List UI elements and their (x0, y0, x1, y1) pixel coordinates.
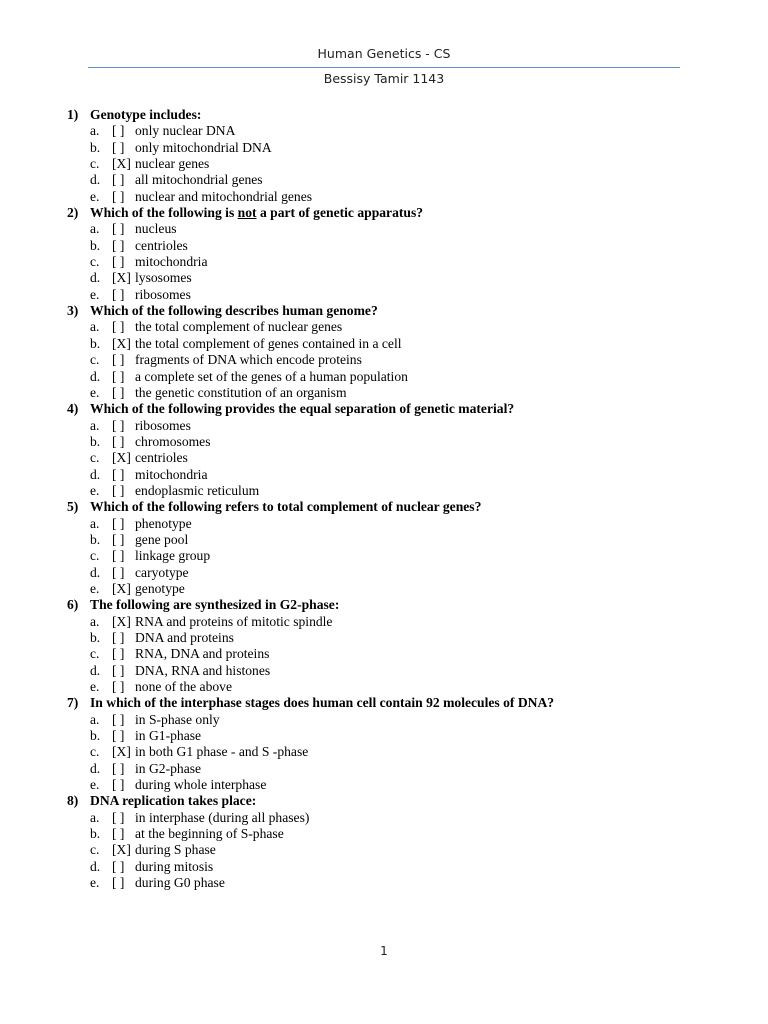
answer-option (0, 744, 768, 760)
option-checkbox: [X] (112, 270, 131, 286)
option-letter: d. (90, 564, 101, 580)
option-checkbox: [ ] (112, 679, 125, 695)
option-letter: d. (90, 662, 101, 678)
option-letter: b. (90, 237, 101, 253)
question-text-part: Which of the following refers to total complement of nuclear genes? (90, 499, 482, 515)
option-letter: a. (90, 613, 100, 629)
option-checkbox: [ ] (112, 662, 125, 678)
answer-option (0, 369, 768, 385)
question-1 (0, 107, 768, 123)
question-text-part: In which of the interphase stages does human cell contain 92 molecules of DNA? (90, 695, 555, 711)
question-5 (0, 499, 768, 515)
answer-option (0, 140, 768, 156)
option-letter: c. (90, 156, 100, 172)
question-text (90, 695, 554, 711)
answer-option (0, 467, 768, 483)
option-text: gene pool (135, 531, 189, 547)
question-text (90, 205, 423, 221)
option-checkbox: [ ] (112, 368, 125, 384)
option-text: fragments of DNA which encode proteins (135, 352, 362, 368)
option-letter: c. (90, 450, 100, 466)
option-letter: c. (90, 646, 100, 662)
answer-option (0, 516, 768, 532)
answer-option (0, 418, 768, 434)
answer-option (0, 712, 768, 728)
answer-option (0, 156, 768, 172)
option-checkbox: [ ] (112, 531, 125, 547)
option-checkbox: [ ] (112, 237, 125, 253)
option-checkbox: [ ] (112, 482, 125, 498)
option-text: nucleus (135, 221, 177, 237)
option-text: mitochondria (135, 466, 208, 482)
underlined-word: not (237, 205, 257, 221)
answer-option (0, 859, 768, 875)
option-letter: c. (90, 548, 100, 564)
question-text-part: DNA replication takes place: (90, 793, 257, 809)
question-number: 2) (67, 205, 79, 221)
option-checkbox: [ ] (112, 123, 125, 139)
option-checkbox: [ ] (112, 809, 125, 825)
option-letter: b. (90, 433, 101, 449)
option-text: chromosomes (135, 433, 211, 449)
question-text (90, 303, 378, 319)
option-checkbox: [ ] (112, 646, 125, 662)
option-text: during G0 phase (135, 875, 225, 891)
option-letter: b. (90, 630, 101, 645)
option-checkbox: [ ] (112, 172, 125, 188)
option-text: mitochondria (135, 254, 208, 270)
answer-option (0, 630, 768, 646)
option-checkbox: [X] (112, 580, 131, 596)
answer-option (0, 565, 768, 581)
option-letter: d. (90, 368, 101, 384)
option-letter: a. (90, 515, 100, 531)
option-checkbox: [ ] (112, 630, 125, 645)
question-number: 1) (67, 107, 79, 122)
question-8 (0, 793, 768, 809)
answer-option (0, 434, 768, 450)
option-checkbox: [ ] (112, 875, 125, 891)
answer-option (0, 548, 768, 564)
option-text: a complete set of the genes of a human population (135, 368, 408, 384)
question-text (90, 401, 514, 417)
option-letter: a. (90, 319, 100, 335)
question-text-part: The following are synthesized in G2-phase: (90, 597, 340, 613)
page-number: 1 (380, 944, 388, 958)
option-text: linkage group (135, 548, 211, 564)
option-letter: b. (90, 531, 101, 547)
answer-option (0, 875, 768, 891)
option-text: all mitochondrial genes (135, 172, 263, 188)
option-letter: d. (90, 466, 101, 482)
header-divider (88, 67, 680, 68)
question-number: 7) (67, 695, 79, 711)
page-header-title: Human Genetics - CS (317, 46, 451, 61)
option-letter: e. (90, 679, 100, 695)
answer-option (0, 270, 768, 286)
option-checkbox: [ ] (112, 728, 125, 744)
option-letter: b. (90, 335, 101, 351)
option-text: in S-phase only (135, 711, 220, 727)
question-text-part: a part of genetic apparatus? (256, 205, 424, 221)
option-checkbox: [ ] (112, 139, 125, 155)
option-letter: b. (90, 139, 101, 155)
answer-option (0, 483, 768, 499)
option-text: the total complement of nuclear genes (135, 319, 343, 335)
option-text: only mitochondrial DNA (135, 139, 272, 155)
option-checkbox: [ ] (112, 286, 125, 302)
option-checkbox: [ ] (112, 254, 125, 270)
option-text: during mitosis (135, 858, 214, 874)
option-text: phenotype (135, 515, 192, 531)
answer-option (0, 826, 768, 842)
question-text-part: Genotype includes: (90, 107, 202, 122)
option-text: in G1-phase (135, 728, 202, 744)
page-header-subtitle: Bessisy Tamir 1143 (323, 71, 445, 86)
option-text: DNA, RNA and histones (135, 662, 271, 678)
option-text: lysosomes (135, 270, 192, 286)
option-checkbox: [ ] (112, 777, 125, 793)
option-text: ribosomes (135, 417, 191, 433)
answer-option (0, 728, 768, 744)
option-text: ribosomes (135, 286, 191, 302)
answer-option (0, 581, 768, 597)
answer-option (0, 614, 768, 630)
question-text-part: Which of the following is (90, 205, 238, 221)
option-text: nuclear genes (135, 156, 210, 172)
answer-option (0, 532, 768, 548)
option-checkbox: [X] (112, 744, 131, 760)
option-checkbox: [ ] (112, 221, 125, 237)
question-number: 5) (67, 499, 79, 515)
question-4 (0, 401, 768, 417)
answer-option (0, 254, 768, 270)
question-text (90, 107, 201, 123)
answer-option (0, 646, 768, 662)
option-text: the genetic constitution of an organism (135, 384, 347, 400)
option-checkbox: [ ] (112, 384, 125, 400)
option-letter: a. (90, 711, 100, 727)
option-checkbox: [ ] (112, 515, 125, 531)
answer-option (0, 777, 768, 793)
question-text (90, 793, 256, 809)
answer-option (0, 123, 768, 139)
option-letter: e. (90, 580, 100, 596)
question-number: 3) (67, 303, 79, 319)
option-text: in G2-phase (135, 760, 202, 776)
question-number: 4) (67, 401, 79, 417)
option-checkbox: [ ] (112, 564, 125, 580)
option-letter: b. (90, 728, 101, 744)
option-letter: c. (90, 352, 100, 368)
option-checkbox: [ ] (112, 711, 125, 727)
answer-option (0, 172, 768, 188)
question-7 (0, 695, 768, 711)
option-checkbox: [X] (112, 156, 131, 172)
option-text: centrioles (135, 450, 188, 466)
option-text: genotype (135, 580, 185, 596)
option-letter: a. (90, 809, 100, 825)
option-letter: e. (90, 188, 100, 204)
answer-option (0, 663, 768, 679)
option-text: RNA and proteins of mitotic spindle (135, 613, 333, 629)
option-checkbox: [ ] (112, 858, 125, 874)
option-text: centrioles (135, 237, 188, 253)
question-text (90, 597, 339, 613)
option-letter: d. (90, 858, 101, 874)
option-checkbox: [ ] (112, 188, 125, 204)
option-letter: a. (90, 221, 100, 237)
question-text (90, 499, 481, 515)
option-letter: e. (90, 777, 100, 793)
option-checkbox: [ ] (112, 417, 125, 433)
option-letter: b. (90, 826, 101, 842)
answer-option (0, 450, 768, 466)
option-checkbox: [ ] (112, 826, 125, 842)
answer-option (0, 842, 768, 858)
option-text: only nuclear DNA (135, 123, 236, 139)
option-letter: d. (90, 270, 101, 286)
question-text-part: Which of the following describes human genome? (90, 303, 378, 319)
option-text: at the beginning of S-phase (135, 826, 284, 842)
option-text: RNA, DNA and proteins (135, 646, 270, 662)
option-checkbox: [ ] (112, 548, 125, 564)
option-letter: d. (90, 760, 101, 776)
option-checkbox: [X] (112, 335, 131, 351)
option-letter: a. (90, 417, 100, 433)
option-letter: c. (90, 744, 100, 760)
option-letter: a. (90, 123, 100, 139)
option-text: in interphase (during all phases) (135, 809, 310, 825)
answer-option (0, 679, 768, 695)
option-checkbox: [ ] (112, 319, 125, 335)
option-text: DNA and proteins (135, 630, 234, 645)
answer-option (0, 287, 768, 303)
option-text: none of the above (135, 679, 233, 695)
option-checkbox: [ ] (112, 352, 125, 368)
answer-option (0, 238, 768, 254)
option-checkbox: [X] (112, 842, 131, 858)
question-text-part: Which of the following provides the equal separation of genetic material? (90, 401, 515, 417)
option-checkbox: [ ] (112, 433, 125, 449)
answer-option (0, 352, 768, 368)
option-letter: e. (90, 286, 100, 302)
option-letter: c. (90, 842, 100, 858)
question-number: 8) (67, 793, 79, 809)
option-checkbox: [ ] (112, 760, 125, 776)
answer-option (0, 319, 768, 335)
option-text: during whole interphase (135, 777, 267, 793)
option-letter: e. (90, 482, 100, 498)
option-text: endoplasmic reticulum (135, 482, 260, 498)
option-letter: e. (90, 384, 100, 400)
option-text: nuclear and mitochondrial genes (135, 188, 313, 204)
option-text: during S phase (135, 842, 216, 858)
answer-option (0, 761, 768, 777)
question-3 (0, 303, 768, 319)
option-checkbox: [X] (112, 613, 131, 629)
question-2 (0, 205, 768, 221)
option-text: the total complement of genes contained in a cell (135, 335, 402, 351)
option-checkbox: [X] (112, 450, 131, 466)
question-6 (0, 597, 768, 613)
option-letter: c. (90, 254, 100, 270)
answer-option (0, 385, 768, 401)
question-list (0, 107, 768, 892)
option-checkbox: [ ] (112, 466, 125, 482)
option-text: in both G1 phase - and S -phase (135, 744, 309, 760)
answer-option (0, 189, 768, 205)
question-number: 6) (67, 597, 79, 613)
answer-option (0, 810, 768, 826)
option-text: caryotype (135, 564, 189, 580)
answer-option (0, 336, 768, 352)
option-letter: d. (90, 172, 101, 188)
option-letter: e. (90, 875, 100, 891)
answer-option (0, 221, 768, 237)
